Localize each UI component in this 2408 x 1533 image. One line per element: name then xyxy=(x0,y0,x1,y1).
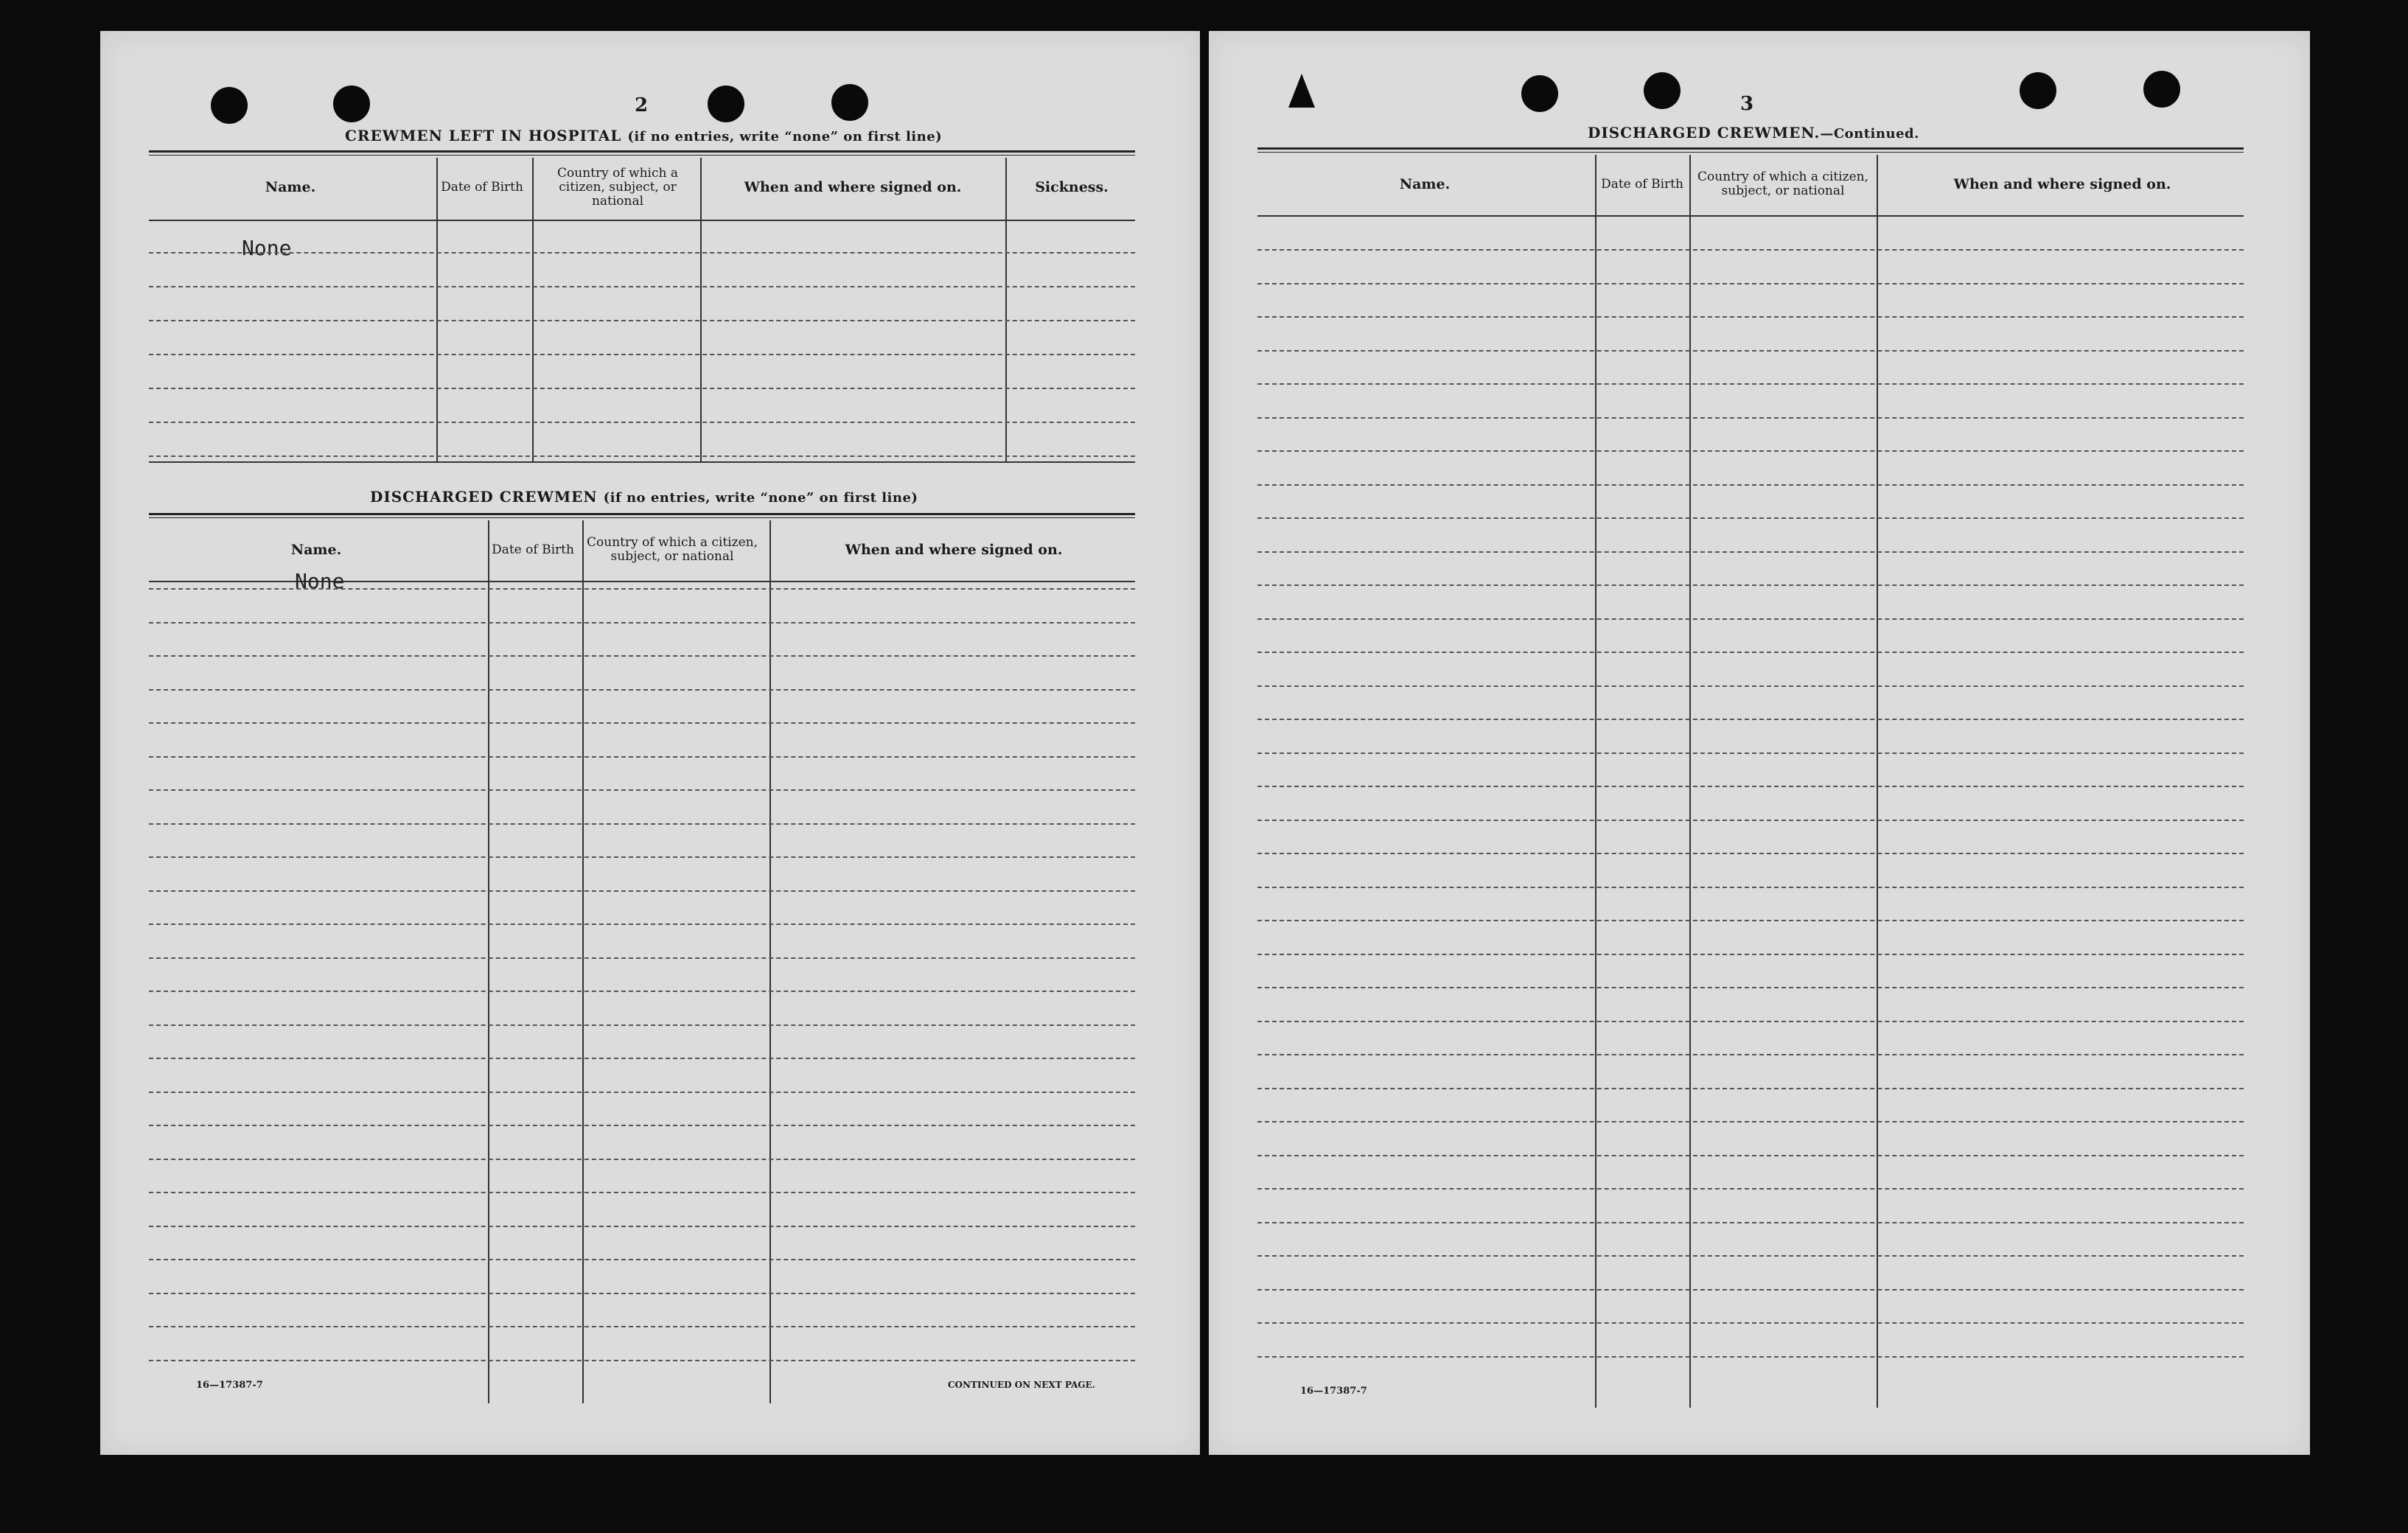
entry-line xyxy=(149,1024,1135,1026)
entry-line xyxy=(149,588,1135,590)
entry-line xyxy=(149,789,1135,791)
hospital-instruction: (if no entries, write “none” on first line) xyxy=(627,129,943,144)
page-number: 2 xyxy=(634,94,649,116)
entry-line xyxy=(1257,920,2244,921)
form-number: 16—17387-7 xyxy=(196,1380,263,1391)
hospital-col-divider xyxy=(532,158,534,461)
continued-col-signed: When and where signed on. xyxy=(1953,176,2171,192)
continued-col-divider xyxy=(1689,155,1691,1408)
left-form-page xyxy=(100,31,1200,1455)
discharged-first-entry: None xyxy=(295,569,345,593)
entry-line xyxy=(1257,1088,2244,1089)
entry-line xyxy=(149,455,1135,457)
continued-col-dob: Date of Birth xyxy=(1601,176,1683,192)
entry-line xyxy=(149,655,1135,657)
entry-line xyxy=(149,388,1135,389)
hospital-bottom-rule xyxy=(149,461,1135,463)
entry-line xyxy=(149,1360,1135,1361)
hospital-title-text: CREWMEN LEFT IN HOSPITAL xyxy=(345,127,622,144)
entry-line xyxy=(149,1092,1135,1093)
page-number: 3 xyxy=(1739,93,1754,115)
entry-line xyxy=(1257,786,2244,787)
entry-line xyxy=(1257,450,2244,452)
continued-header-rule xyxy=(1257,215,2244,217)
discharged-title-text: DISCHARGED CREWMEN xyxy=(370,488,598,506)
entry-line xyxy=(1257,853,2244,854)
continued-title-text: DISCHARGED CREWMEN. xyxy=(1588,124,1821,142)
discharged-col-divider xyxy=(488,520,489,1403)
entry-line xyxy=(1257,417,2244,419)
entry-line xyxy=(1257,551,2244,553)
entry-line xyxy=(1257,517,2244,519)
entry-line xyxy=(149,422,1135,423)
hospital-first-entry: None xyxy=(242,236,292,260)
entry-line xyxy=(1257,820,2244,821)
entry-line xyxy=(1257,1356,2244,1358)
discharged-top-rule xyxy=(149,513,1135,518)
entry-line xyxy=(149,1058,1135,1059)
hospital-col-divider xyxy=(700,158,702,461)
entry-line xyxy=(1257,1188,2244,1190)
entry-line xyxy=(1257,618,2244,620)
entry-line xyxy=(1257,484,2244,486)
form-number: 16—17387-7 xyxy=(1300,1386,1367,1397)
continued-top-rule xyxy=(1257,147,2244,153)
hospital-col-sickness: Sickness. xyxy=(1035,179,1109,195)
entry-line xyxy=(149,957,1135,959)
entry-line xyxy=(149,320,1135,321)
entry-line xyxy=(149,1259,1135,1260)
hospital-col-signed: When and where signed on. xyxy=(744,179,962,195)
entry-line xyxy=(1257,1121,2244,1122)
punch-hole-triangle xyxy=(1288,74,1315,108)
hospital-section-title xyxy=(345,127,942,144)
entry-line xyxy=(149,722,1135,724)
entry-line xyxy=(1257,1155,2244,1156)
discharged-col-dob: Date of Birth xyxy=(492,542,574,557)
discharged-col-divider xyxy=(769,520,771,1403)
entry-line xyxy=(1257,987,2244,988)
entry-line xyxy=(149,890,1135,892)
hospital-col-country: Country of which a citizen, subject, or national xyxy=(557,165,678,209)
entry-line xyxy=(149,1326,1135,1327)
punch-hole xyxy=(211,87,248,124)
entry-line xyxy=(149,622,1135,624)
punch-hole xyxy=(2020,72,2056,109)
continued-suffix: —Continued. xyxy=(1820,126,1919,142)
entry-line xyxy=(1257,383,2244,385)
discharged-heading xyxy=(370,488,918,506)
punch-hole xyxy=(708,85,744,122)
continued-col-divider xyxy=(1595,155,1596,1408)
continued-col-country: Country of which a citizen, subject, or national xyxy=(1697,170,1868,198)
entry-line xyxy=(149,252,1135,254)
entry-line xyxy=(149,923,1135,925)
hospital-col-divider xyxy=(1005,158,1007,461)
entry-line xyxy=(149,1226,1135,1227)
discharged-col-name: Name. xyxy=(290,542,342,558)
continued-note: CONTINUED ON NEXT PAGE. xyxy=(948,1380,1095,1390)
hospital-col-name: Name. xyxy=(265,179,316,195)
hospital-header-rule xyxy=(149,220,1135,221)
entry-line xyxy=(149,823,1135,825)
continued-col-name: Name. xyxy=(1399,176,1451,192)
entry-line xyxy=(1257,1222,2244,1223)
discharged-col-divider xyxy=(582,520,584,1403)
entry-line xyxy=(149,354,1135,355)
entry-line xyxy=(149,756,1135,758)
entry-line xyxy=(1257,1255,2244,1257)
hospital-col-divider xyxy=(436,158,438,461)
hospital-col-dob: Date of Birth xyxy=(441,179,523,195)
continued-col-divider xyxy=(1877,155,1878,1408)
punch-hole xyxy=(1644,72,1681,109)
entry-line xyxy=(149,286,1135,287)
entry-line xyxy=(1257,652,2244,653)
entry-line xyxy=(149,1293,1135,1294)
entry-line xyxy=(149,1125,1135,1126)
entry-line xyxy=(1257,887,2244,888)
entry-line xyxy=(1257,1322,2244,1324)
right-form-page xyxy=(1209,31,2310,1455)
entry-line xyxy=(1257,584,2244,586)
continued-section-title xyxy=(1588,124,1919,142)
hospital-top-rule xyxy=(149,150,1135,156)
entry-line xyxy=(1257,249,2244,251)
entry-line xyxy=(1257,954,2244,955)
entry-line xyxy=(149,856,1135,858)
entry-line xyxy=(1257,685,2244,687)
punch-hole xyxy=(333,85,370,122)
punch-hole xyxy=(2143,71,2180,108)
entry-line xyxy=(1257,1289,2244,1291)
entry-line xyxy=(1257,719,2244,720)
entry-line xyxy=(1257,316,2244,318)
discharged-instruction: (if no entries, write “none” on first line) xyxy=(603,490,918,506)
punch-hole xyxy=(831,84,868,121)
entry-line xyxy=(1257,350,2244,352)
entry-line xyxy=(149,689,1135,691)
entry-line xyxy=(1257,1054,2244,1055)
discharged-col-country: Country of which a citizen, subject, or national xyxy=(587,535,758,564)
entry-line xyxy=(149,1159,1135,1160)
entry-line xyxy=(149,1192,1135,1193)
entry-line xyxy=(1257,752,2244,754)
entry-line xyxy=(149,991,1135,992)
punch-hole xyxy=(1521,75,1558,112)
discharged-col-signed: When and where signed on. xyxy=(845,542,1063,558)
entry-line xyxy=(1257,1021,2244,1022)
entry-line xyxy=(1257,283,2244,284)
